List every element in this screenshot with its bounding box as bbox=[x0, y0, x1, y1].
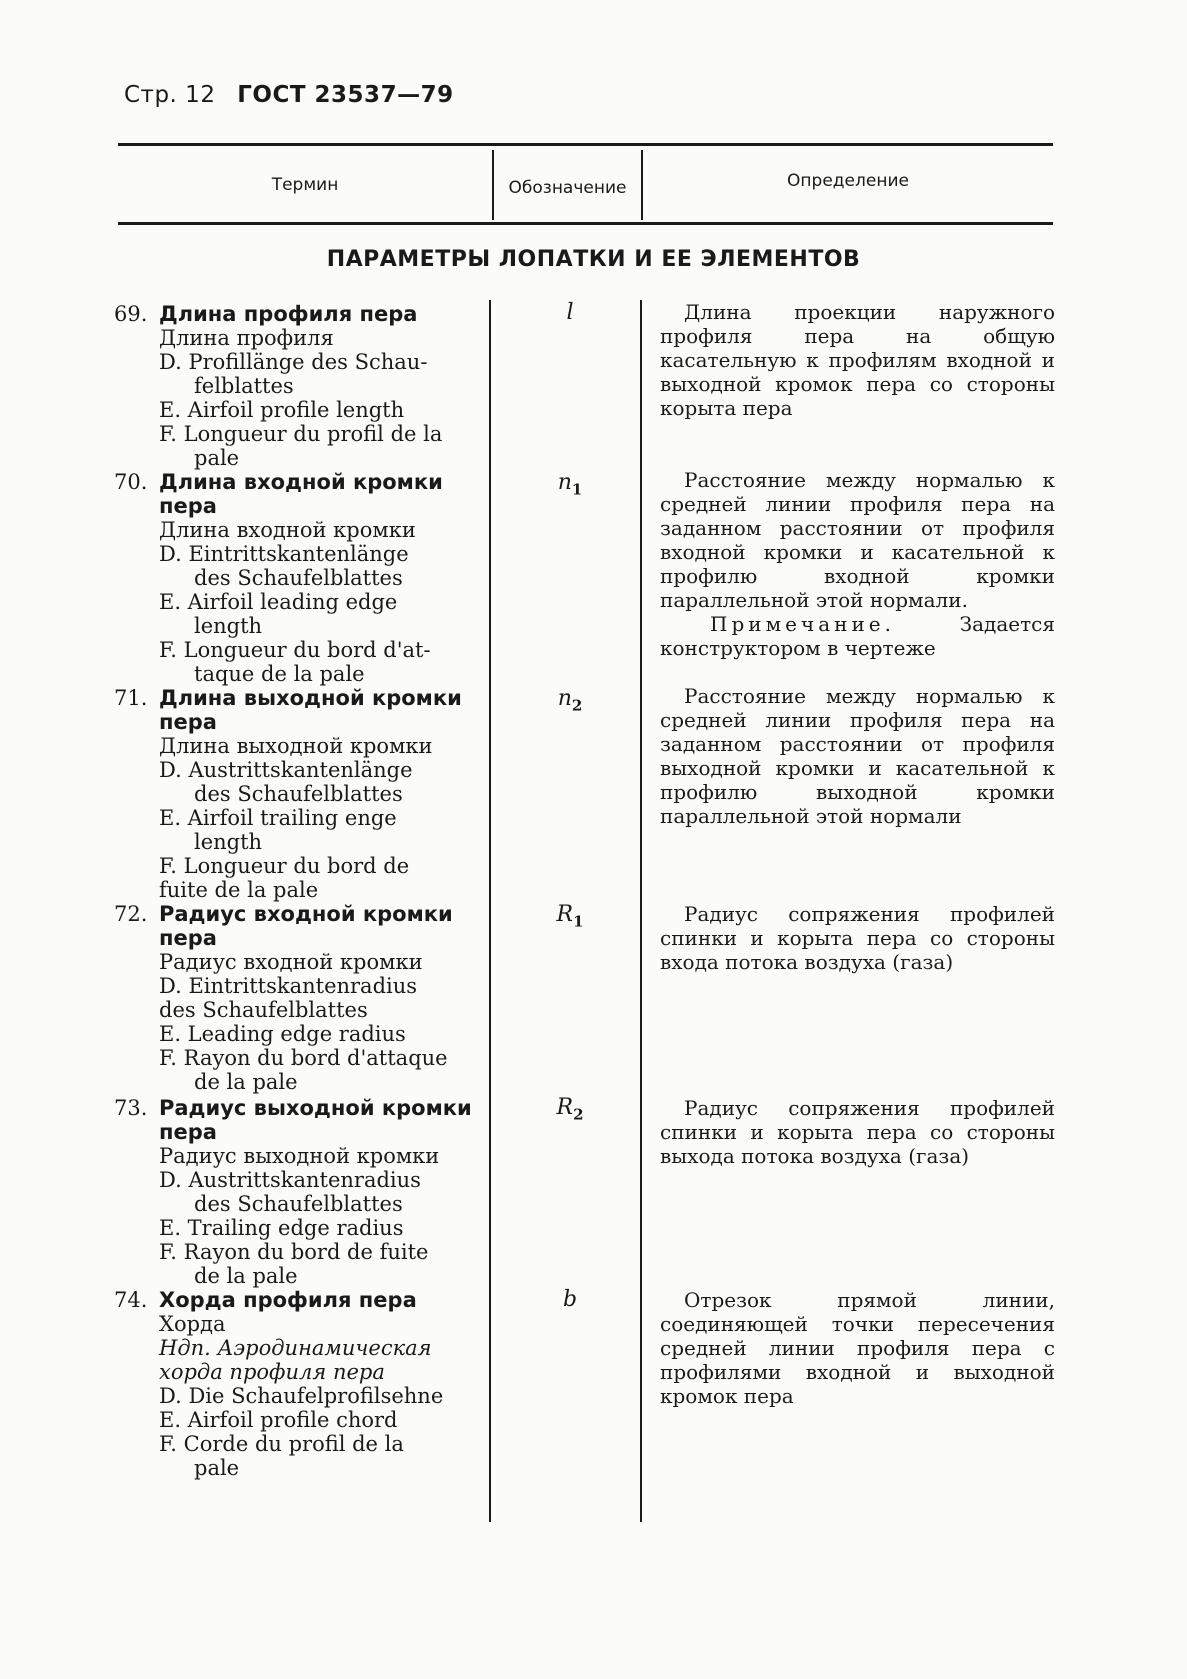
term-german: D. Eintrittskantenradius bbox=[159, 974, 418, 998]
term-entry-70 bbox=[114, 470, 474, 686]
term-main: Радиус входной кромки пера bbox=[159, 902, 453, 950]
definition-text: Отрезок прямой линии, соединяющей точки пересечения средней линии профиля пера с профилями входной и выходной кромок пера bbox=[660, 1288, 1055, 1408]
symbol-letter: R bbox=[556, 1095, 574, 1120]
definition-69 bbox=[660, 300, 1055, 420]
column-header-term: Термин bbox=[271, 175, 339, 195]
symbol-subscript: 2 bbox=[573, 1105, 584, 1124]
table-head-bottom-rule bbox=[118, 222, 1053, 225]
symbol-letter: b bbox=[562, 1287, 578, 1312]
term-number: 73. bbox=[114, 1096, 148, 1120]
term-main: Длина профиля пера bbox=[159, 302, 418, 326]
column-divider-body-1 bbox=[489, 300, 491, 1522]
term-french: F. Corde du profil de la bbox=[159, 1432, 404, 1456]
definition-71 bbox=[660, 684, 1055, 828]
term-english: E. Leading edge radius bbox=[159, 1022, 406, 1046]
definition-text: Расстояние между нормалью к средней линии профиля пера на заданном расстоянии от профиля выходной кромки и касательной к профилю выходной кромки параллельной этой нормали bbox=[660, 684, 1055, 828]
term-number: 69. bbox=[114, 302, 148, 326]
symbol-69 bbox=[495, 300, 645, 332]
definition-70 bbox=[660, 468, 1055, 660]
term-german: D. Austrittskantenlänge bbox=[159, 758, 413, 782]
term-synonym: Длина выходной кромки bbox=[159, 734, 433, 758]
term-french: F. Rayon du bord d'attaque bbox=[159, 1046, 448, 1070]
term-english: E. Airfoil profile chord bbox=[159, 1408, 398, 1432]
symbol-subscript: 2 bbox=[571, 696, 583, 715]
term-french-cont: fuite de la pale bbox=[159, 878, 319, 902]
term-french: F. Longueur du bord d'at- bbox=[159, 638, 431, 662]
term-french-cont: de la pale bbox=[194, 1264, 298, 1288]
section-title: ПАРАМЕТРЫ ЛОПАТКИ И ЕЕ ЭЛЕМЕНТОВ bbox=[326, 247, 861, 272]
term-english-cont: length bbox=[194, 830, 263, 854]
definition-text: Радиус сопряжения профилей спинки и корыта пера со стороны выхода потока воздуха (газа) bbox=[660, 1096, 1055, 1168]
definition-73 bbox=[660, 1096, 1055, 1168]
term-french-cont: taque de la pale bbox=[194, 662, 365, 686]
term-number: 72. bbox=[114, 902, 148, 926]
symbol-subscript: 1 bbox=[571, 480, 583, 499]
term-french-cont: pale bbox=[194, 1456, 240, 1480]
definition-text: Расстояние между нормалью к средней линии профиля пера на заданном расстоянии от профиля входной кромки и касательной к профилю входной кромки параллельной этой нормали. bbox=[660, 468, 1055, 612]
definition-text: Длина проекции наружного профиля пера на общую касательную к профилям входной и выходной кромок пера со стороны корыта пера bbox=[660, 300, 1055, 420]
term-english-cont: length bbox=[194, 614, 263, 638]
term-deprecated-cont: хорда профиля пера bbox=[159, 1360, 385, 1384]
symbol-71 bbox=[495, 686, 645, 718]
term-french-cont: de la pale bbox=[194, 1070, 298, 1094]
symbol-letter: R bbox=[556, 902, 574, 927]
term-main: Радиус выходной кромки пера bbox=[159, 1096, 472, 1144]
symbol-subscript: 1 bbox=[573, 912, 584, 931]
term-deprecated: Ндп. Аэродинамическая bbox=[159, 1336, 432, 1360]
term-german: D. Austrittskantenradius bbox=[159, 1168, 421, 1192]
symbol-70 bbox=[495, 470, 645, 502]
term-number: 70. bbox=[114, 470, 148, 494]
term-french-cont: pale bbox=[194, 446, 240, 470]
term-french: F. Longueur du bord de bbox=[159, 854, 410, 878]
term-french: F. Longueur du profil de la bbox=[159, 422, 443, 446]
term-german-cont: felblattes bbox=[194, 374, 294, 398]
symbol-73 bbox=[495, 1095, 645, 1127]
term-synonym: Длина профиля bbox=[159, 326, 334, 350]
term-number: 74. bbox=[114, 1288, 148, 1312]
term-german-cont: des Schaufelblattes bbox=[194, 566, 403, 590]
term-entry-74 bbox=[114, 1288, 474, 1480]
term-number: 71. bbox=[114, 686, 148, 710]
symbol-74 bbox=[495, 1287, 645, 1319]
page-number: Стр. 12 bbox=[124, 82, 216, 108]
note-text: Задается конструктором в чертеже bbox=[660, 612, 1055, 660]
page-header bbox=[124, 82, 454, 108]
definition-72 bbox=[660, 902, 1055, 974]
term-entry-72 bbox=[114, 902, 474, 1094]
column-header-symbol: Обозначение bbox=[508, 178, 627, 198]
term-english: E. Airfoil leading edge bbox=[159, 590, 398, 614]
term-french: F. Rayon du bord de fuite bbox=[159, 1240, 429, 1264]
term-german-cont: des Schaufelblattes bbox=[159, 998, 368, 1022]
term-german-cont: des Schaufelblattes bbox=[194, 1192, 403, 1216]
term-german-cont: des Schaufelblattes bbox=[194, 782, 403, 806]
symbol-letter: n bbox=[557, 470, 572, 495]
term-german: D. Eintrittskantenlänge bbox=[159, 542, 409, 566]
symbol-letter: l bbox=[566, 300, 574, 325]
symbol-72 bbox=[495, 902, 645, 934]
term-entry-73 bbox=[114, 1096, 474, 1288]
standard-number: ГОСТ 23537—79 bbox=[237, 82, 454, 108]
definition-74 bbox=[660, 1288, 1055, 1408]
term-synonym: Радиус выходной кромки bbox=[159, 1144, 440, 1168]
term-german: D. Profillänge des Schau- bbox=[159, 350, 428, 374]
term-german: D. Die Schaufelprofilsehne bbox=[159, 1384, 444, 1408]
term-english: E. Airfoil profile length bbox=[159, 398, 405, 422]
definition-note bbox=[660, 612, 1055, 660]
term-main: Длина входной кромки пера bbox=[159, 470, 443, 518]
term-entry-69 bbox=[114, 302, 474, 470]
term-entry-71 bbox=[114, 686, 474, 902]
column-header-definition: Определение bbox=[787, 171, 909, 191]
term-english: E. Airfoil trailing enge bbox=[159, 806, 397, 830]
term-synonym: Длина входной кромки bbox=[159, 518, 416, 542]
table-top-rule bbox=[118, 143, 1053, 146]
term-main: Хорда профиля пера bbox=[159, 1288, 417, 1312]
symbol-letter: n bbox=[557, 686, 572, 711]
note-label: Примечание. bbox=[710, 612, 895, 636]
term-synonym: Радиус входной кромки bbox=[159, 950, 423, 974]
term-synonym: Хорда bbox=[159, 1312, 226, 1336]
term-main: Длина выходной кромки пера bbox=[159, 686, 462, 734]
term-english: E. Trailing edge radius bbox=[159, 1216, 404, 1240]
definition-text: Радиус сопряжения профилей спинки и корыта пера со стороны входа потока воздуха (газа) bbox=[660, 902, 1055, 974]
